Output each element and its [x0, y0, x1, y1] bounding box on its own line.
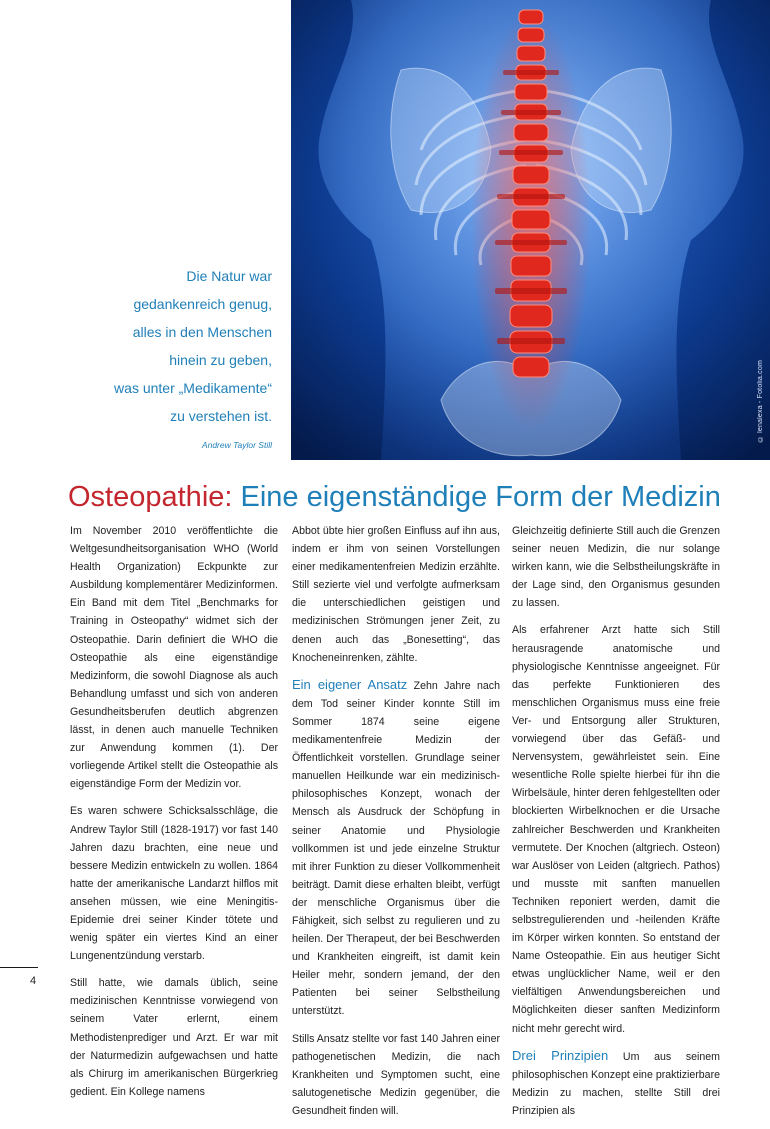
text-column-2 [292, 522, 500, 1129]
page-number: 4 [30, 975, 37, 987]
paragraph: Als erfahrener Arzt hatte sich Still herausragende anatomische und physiologische Kenntnisse angeeignet. Für das perfekte Funktionieren des menschlichen Organismus muss eine freie Ver- und Entsorgung aller Strukturen, vorwiegend über das Gefäß- und Nervensystem, gewährleistet sein. Eine wesentliche Rolle spielte hierbei für ihn die Wirbelsäule, hinter deren fehlgestellten oder blockierten Wirbelknochen er die Ursache zahlreicher Beschwerden und Krankheiten vermutete. Der Knochen (altgriech. Osteon) war Auslöser von Leiden (altgriech. Pathos) und musste mit sanften manuellen Techniken reponiert werden, damit die selbstregulierenden und -heilenden Kräfte im Körper wirken konnten. So entstand der Name Osteopathie. Ein aus heutiger Sicht etwas unglücklicher Name, weil er den vielfältigen Anwendungsbereichen und Möglichkeiten dieser sanften Medizinform nicht mehr gerecht wird. [512, 624, 720, 1035]
paragraph: Still hatte, wie damals üblich, seine medizinischen Kenntnisse vorwiegend von seinem Vater erlernt, einem Methodistenprediger und Arzt. Er war mit der Naturmedizin aufgewachsen und hatte als Chirurg im amerikanischen Bürgerkrieg gedient. Ein Kollege namens [70, 977, 278, 1098]
paragraph: Es waren schwere Schicksalsschläge, die Andrew Taylor Still (1828-1917) vor fast 140 Jahren dazu brachten, eine neue und bessere Medizin entwickeln zu wollen. 1864 hatte der amerikanische Landarzt hilflos mit ansehen müssen, wie eine Meningitis-Epidemie drei seiner Kinder tötete und wenig später ein viertes Kind an einer Lungenentzündung verstarb. [70, 805, 278, 963]
paragraph: Stills Ansatz stellte vor fast 140 Jahren einer pathogenetischen Medizin, die nach Krankheiten und Symptomen sucht, eine salutogenetische Medizin gegenüber, die Gesundheit finden will. [292, 1032, 500, 1117]
paragraph [512, 1047, 720, 1120]
spine-illustration [291, 0, 770, 460]
paragraph [292, 676, 500, 1021]
quote-author: Andrew Taylor Still [201, 440, 272, 450]
paragraph: Gleichzeitig definierte Still auch die Grenzen seiner neuen Medizin, die nur solange wirken kann, wie die Selbstheilungskräfte in der Lage sind, den Organismus gesunden zu lassen. [512, 525, 720, 610]
paragraph: Im November 2010 veröffentlichte die Weltgesundheitsorganisation WHO (World Health Organization) Eckpunkte zur Ausbildung komplementärer Medizinformen. Ein Band mit dem Titel „Benchmarks for Training in Osteopathy“ widmet sich der Osteopathie. Darin definiert die WHO die Osteopathie als eine eigenständige Medizinform, die sowohl Diagnose als auch Behandlung umfasst und sich von anderen Gesundheitsberufen deutlich abgrenzen lässt, in denen auch manuelle Techniken zur Anwendung kommen (1). Der vorliegende Artikel stellt die Osteopathie als eigenständige Form der Medizin vor. [70, 525, 278, 791]
page-number-rule [0, 967, 38, 968]
quote-line: zu verstehen ist. [170, 408, 272, 424]
title-part-2: Eine eigenständige Form der Medizin [232, 481, 721, 513]
quote-line: hinein zu geben, [169, 352, 272, 368]
hero-image [291, 0, 770, 460]
article-title [68, 477, 758, 517]
paragraph-text: Zehn Jahre nach dem Tod seiner Kinder konnte Still im Sommer 1874 seine eigene medikamentenfreie Medizin der Öffentlichkeit vorstellen. Grundlage seiner manuellen Heilkunde war ein medizinisch-philosophisches Konzept, wonach der Mensch als Ausdruck der Schöpfung in seiner Anatomie und Physiologie vollkommen ist und jede einzelne Struktur mit ihrer Funktion zu dieser Vollkommenheit beiträgt. Damit diese erhalten bleibt, verfügt der menschliche Organismus über die Fähigkeit, sich selbst zu regulieren und zu heilen. Der Therapeut, der bei Beschwerden und Krankheiten eingreift, ist damit kein Heiler mehr, sondern jemand, der den Patienten bei seiner Selbstheilung unterstützt. [292, 679, 500, 1018]
text-column-3 [512, 522, 720, 1129]
quote-line: was unter „Medikamente“ [114, 380, 272, 396]
subheading: Drei Prinzipien [512, 1047, 609, 1063]
pull-quote [60, 262, 272, 450]
paragraph-text: Um aus seinem philosophischen Konzept eine praktizierbare Medizin zu machen, stellte Still drei Prinzipien als [512, 1050, 720, 1117]
paragraph: Abbot übte hier großen Einfluss auf ihn aus, indem er ihm von seinen Vorstellungen einer medikamentenfreien Medizin erzählte. Still sezierte viel und verfolgte aufmerksam die unterschiedlichen geistigen und medizinischen Strömungen jener Zeit, zu denen auch das „Bonesetting“, das Knocheneinrenken, zählte. [292, 525, 500, 664]
quote-line: gedankenreich genug, [133, 296, 272, 312]
photo-credit: © lenalexa - Fotolia.com [757, 360, 764, 443]
text-column-1 [70, 522, 278, 1110]
quote-line: Die Natur war [186, 268, 272, 284]
quote-line: alles in den Menschen [132, 324, 272, 340]
title-part-1: Osteopathie: [68, 481, 233, 513]
subheading: Ein eigener Ansatz [292, 676, 408, 692]
